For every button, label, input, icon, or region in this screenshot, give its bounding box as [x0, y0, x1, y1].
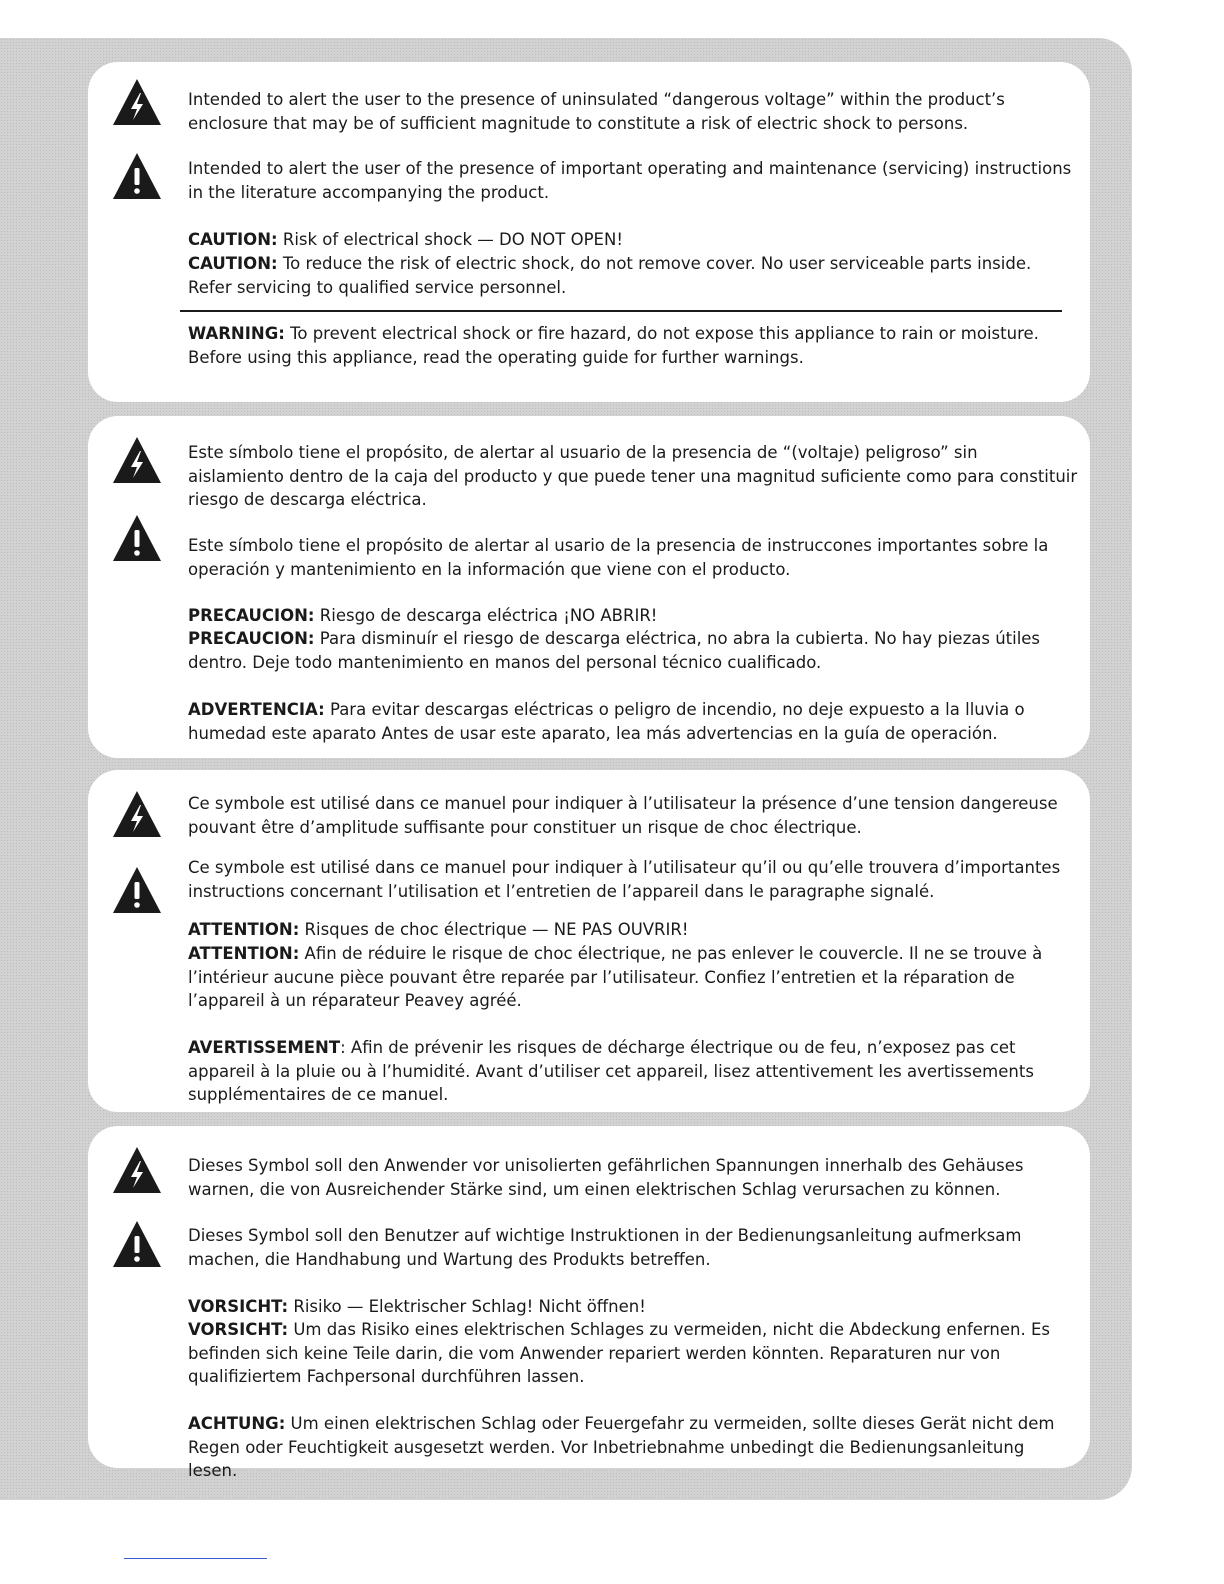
caution-line-2	[188, 627, 1078, 674]
warning-text: Um einen elektrischen Schlag oder Feuergefahr zu vermeiden, sollte dieses Gerät nicht dem Regen oder Feuchtigkeit ausgesetzt werden. Vor Inbetriebnahme unbedingt die Bedienungsanleitung lesen.	[188, 1414, 1055, 1480]
voltage-symbol-text: Dieses Symbol soll den Anwender vor unisolierten gefährlichen Spannungen innerhalb des Gehäuses warnen, die von Ausreichender Stärke sind, um einen elektrischen Schlag verursachen zu können.	[188, 1156, 1024, 1199]
caution-text: Um das Risiko eines elektrischen Schlages zu vermeiden, nicht die Abdeckung enfernen. Es befinden sich keine Teile darin, die vom Anwender repariert werden könnten. Reparaturen nur von qualifiziertem Fachpersonal durchführen lassen.	[188, 1320, 1050, 1386]
caution-label: PRECAUCION:	[188, 606, 315, 625]
caution-text: Risk of electrical shock — DO NOT OPEN!	[277, 230, 623, 249]
caution-line-1	[188, 228, 1078, 252]
warning-text: : Afin de prévenir les risques de décharge électrique ou de feu, n’exposez pas cet appareil à la pluie ou à l’humidité. Avant d’utiliser cet appareil, lisez attentivement les avertissements supplémentaires de ce manuel.	[188, 1038, 1034, 1104]
instructions-symbol-text: Ce symbole est utilisé dans ce manuel pour indiquer à l’utilisateur qu’il ou qu’elle trouvera d’importantes instructions concernant l’utilisation et l’entretien de l’appareil dans le paragraphe signalé.	[188, 858, 1061, 901]
caution-label: CAUTION:	[188, 230, 278, 249]
warning-paragraph	[188, 322, 1078, 369]
caution-text: To reduce the risk of electric shock, do not remove cover. No user serviceable parts inside. Refer servicing to qualified service personnel.	[188, 254, 1032, 297]
exclamation-warning-icon	[112, 514, 162, 562]
section-divider-rule	[180, 310, 1062, 312]
caution-line-2	[188, 252, 1078, 299]
caution-line-1	[188, 604, 1078, 628]
lightning-warning-icon	[112, 1146, 162, 1194]
caution-label: PRECAUCION:	[188, 629, 315, 648]
caution-label: ATTENTION:	[188, 944, 300, 963]
instructions-symbol-text: Intended to alert the user of the presence of important operating and maintenance (servicing) instructions in the literature accompanying the product.	[188, 159, 1072, 202]
warning-label: WARNING:	[188, 324, 285, 343]
caution-line-1	[188, 918, 1078, 942]
warning-paragraph	[188, 698, 1078, 745]
caution-label: VORSICHT:	[188, 1320, 289, 1339]
caution-text: Afin de réduire le risque de choc électrique, ne pas enlever le couvercle. Il ne se trouve à l’intérieur aucune pièce pouvant être reparée par l’utilisateur. Confiez l’entretien et la réparation de l’appareil à un réparateur Peavey agréé.	[188, 944, 1043, 1010]
caution-text: Risques de choc électrique — NE PAS OUVRIR!	[299, 920, 689, 939]
caution-text: Para disminuír el riesgo de descarga eléctrica, no abra la cubierta. No hay piezas útiles dentro. Deje todo mantenimiento en manos del personal técnico cualificado.	[188, 629, 1041, 672]
caution-label: ATTENTION:	[188, 920, 300, 939]
lightning-warning-icon	[112, 78, 162, 126]
lightning-warning-icon	[112, 436, 162, 484]
exclamation-warning-icon	[112, 152, 162, 200]
caution-text: Risiko — Elektrischer Schlag! Nicht öffnen!	[288, 1297, 646, 1316]
caution-line-2	[188, 942, 1078, 1013]
caution-text: Riesgo de descarga eléctrica ¡NO ABRIR!	[314, 606, 658, 625]
instructions-symbol-text: Este símbolo tiene el propósito de alertar al usario de la presencia de instruccones importantes sobre la operación y mantenimiento en la información que viene con el producto.	[188, 536, 1049, 579]
voltage-symbol-text: Intended to alert the user to the presence of uninsulated “dangerous voltage” within the product’s enclosure that may be of sufficient magnitude to constitute a risk of electric shock to persons.	[188, 90, 1005, 133]
caution-label: VORSICHT:	[188, 1297, 289, 1316]
lightning-warning-icon	[112, 790, 162, 838]
warning-label: ADVERTENCIA:	[188, 700, 325, 719]
warning-label: AVERTISSEMENT	[188, 1038, 341, 1057]
instructions-symbol-text: Dieses Symbol soll den Benutzer auf wichtige Instruktionen in der Bedienungsanleitung aufmerksam machen, die Handhabung und Wartung des Produkts betreffen.	[188, 1226, 1022, 1269]
footer-rule	[124, 1558, 267, 1559]
warning-label: ACHTUNG:	[188, 1414, 286, 1433]
exclamation-warning-icon	[112, 1220, 162, 1268]
caution-label: CAUTION:	[188, 254, 278, 273]
warning-paragraph	[188, 1036, 1078, 1107]
warning-text: To prevent electrical shock or fire hazard, do not expose this appliance to rain or moisture. Before using this appliance, read the operating guide for further warnings.	[188, 324, 1039, 367]
voltage-symbol-text: Este símbolo tiene el propósito, de alertar al usuario de la presencia de “(voltaje) peligroso” sin aislamiento dentro de la caja del producto y que puede tener una magnitud suficiente como para constituir riesgo de descarga eléctrica.	[188, 443, 1078, 509]
exclamation-warning-icon	[112, 866, 162, 914]
voltage-symbol-text: Ce symbole est utilisé dans ce manuel pour indiquer à l’utilisateur la présence d’une tension dangereuse pouvant être d’amplitude suffisante pour constituer un risque de choc électrique.	[188, 794, 1058, 837]
warning-paragraph	[188, 1412, 1078, 1483]
warning-text: Para evitar descargas eléctricas o peligro de incendio, no deje expuesto a la lluvia o humedad este aparato Antes de usar este aparato, lea más advertencias en la guía de operación.	[188, 700, 1025, 743]
caution-line-1	[188, 1295, 1078, 1319]
caution-line-2	[188, 1318, 1078, 1389]
